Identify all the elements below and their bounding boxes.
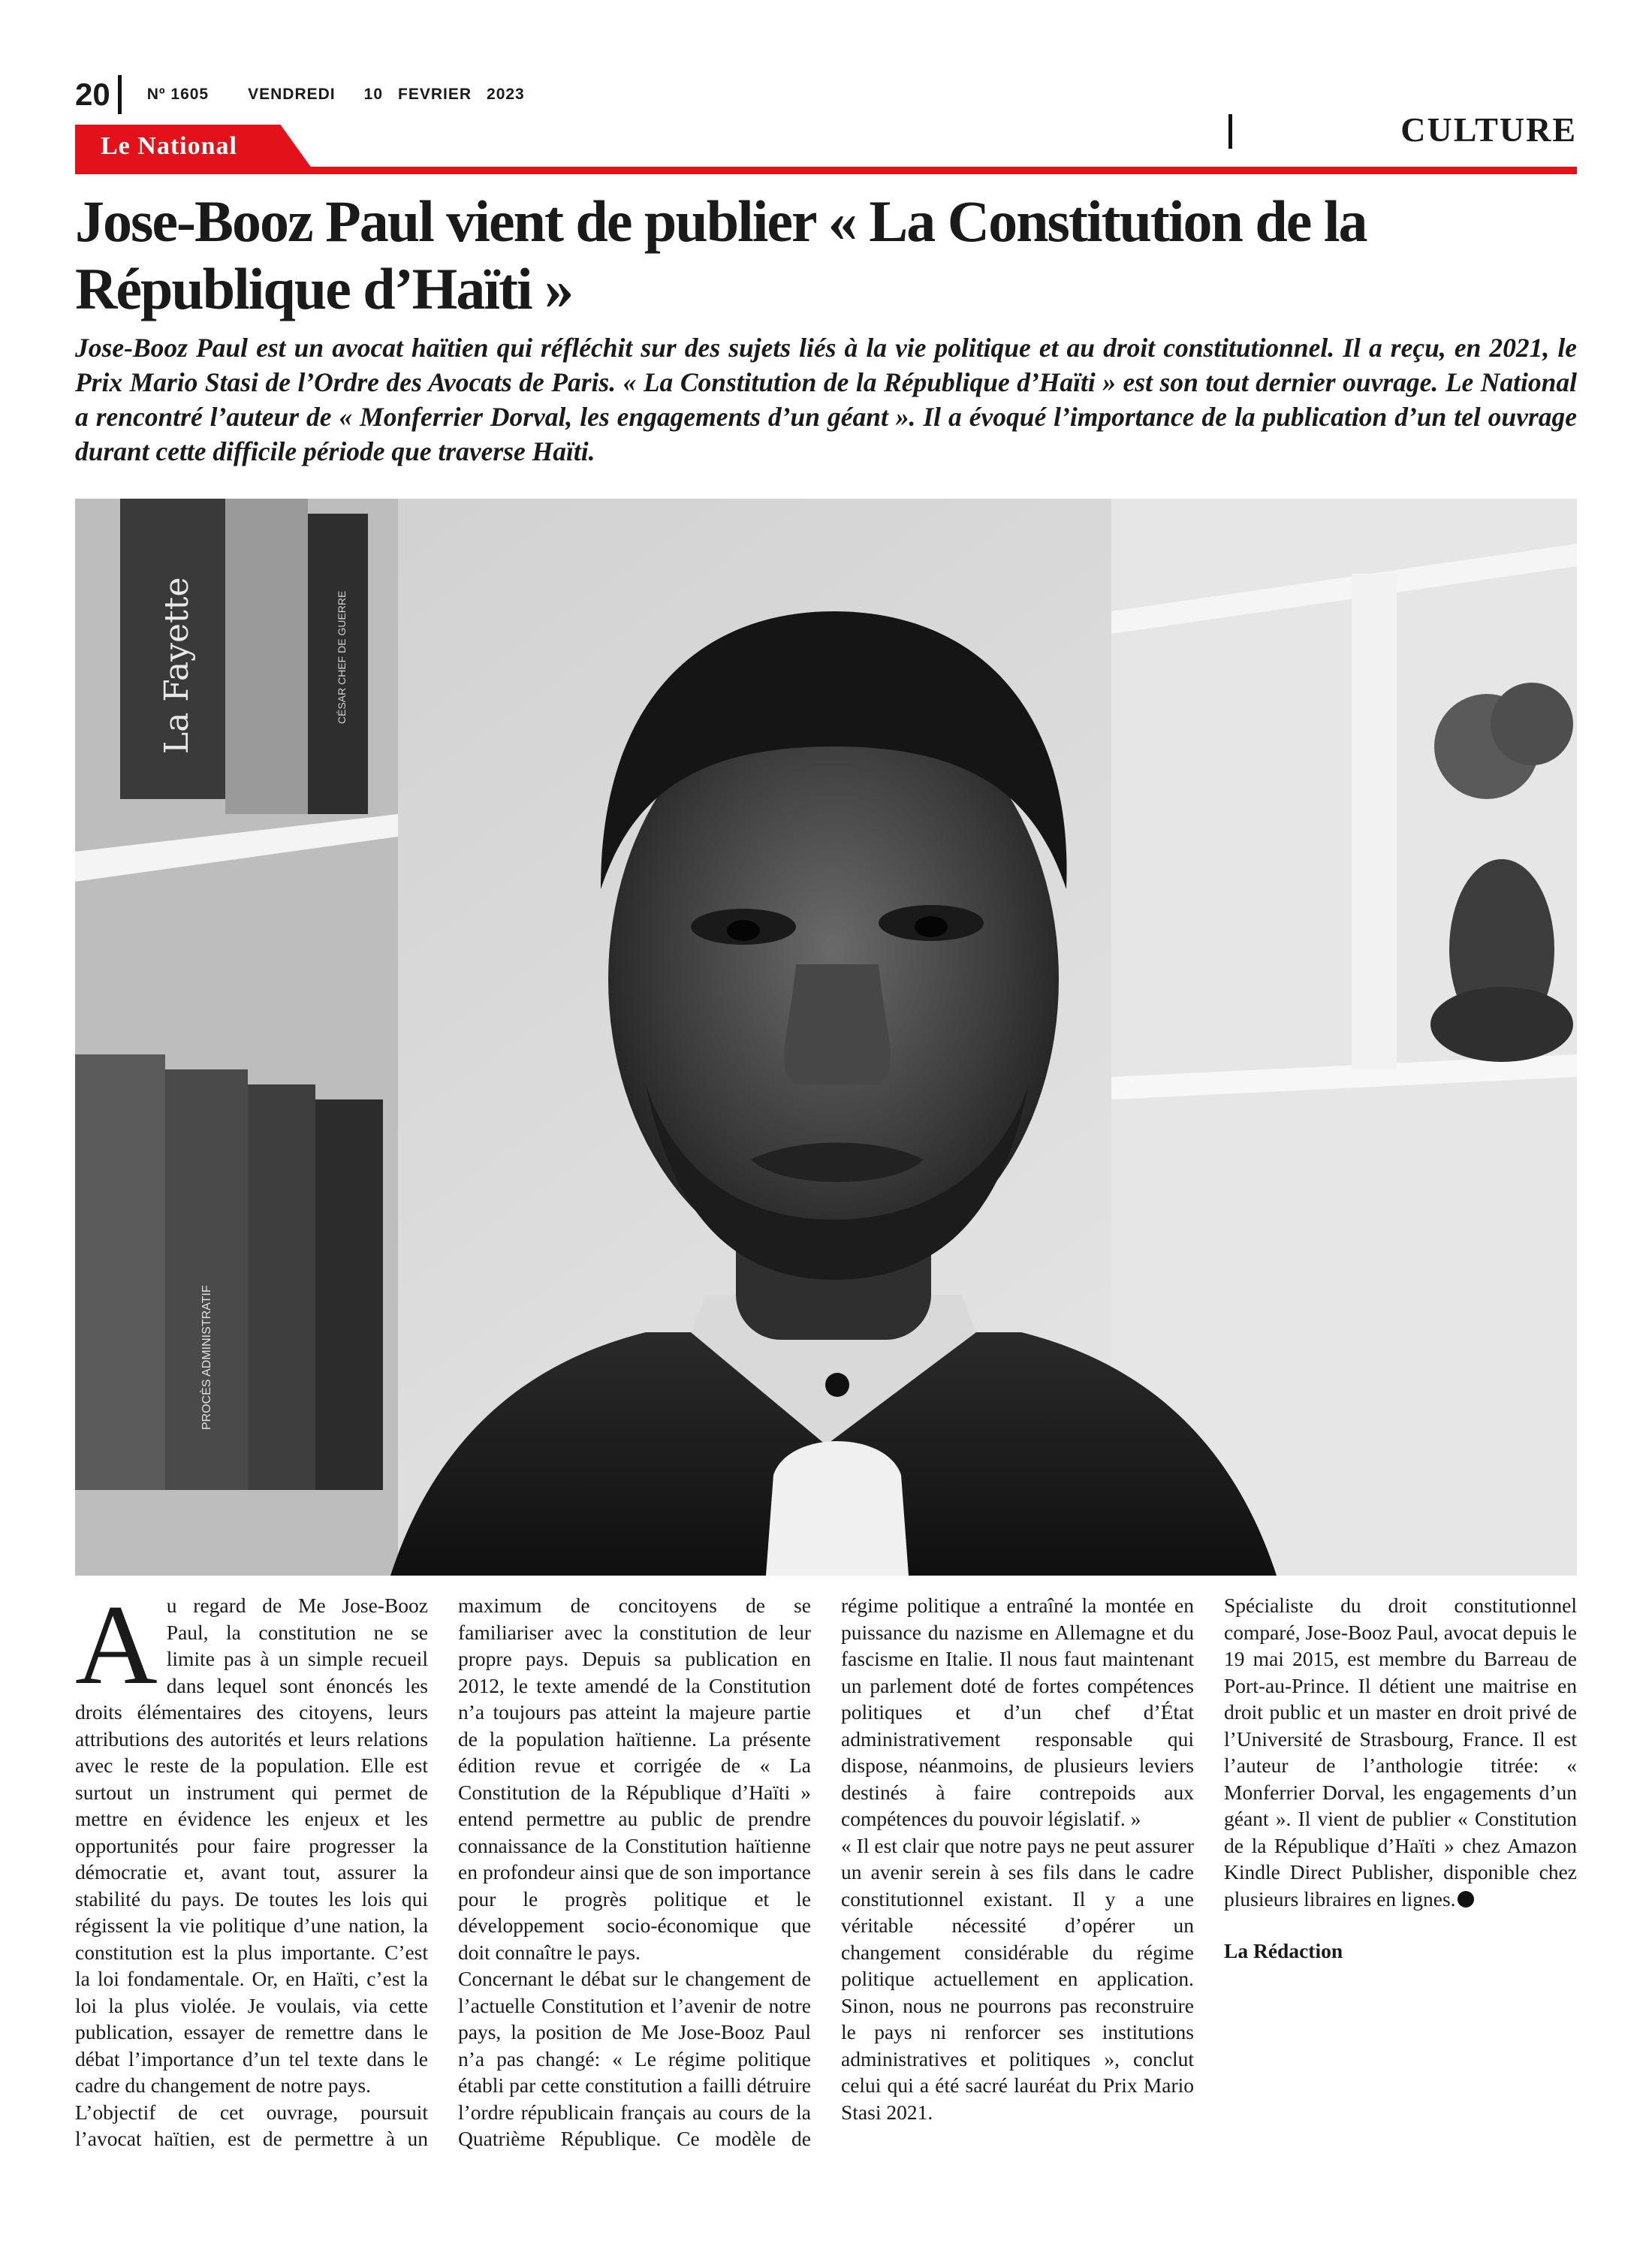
section-label: CULTURE <box>1400 110 1577 149</box>
book-spine-lafayette: La Fayette <box>158 577 196 754</box>
headline-line-1: Jose-Booz Paul vient de publier « La Constitution de la <box>75 189 1367 254</box>
paragraph-3: Concernant le débat sur le changement de l’actuelle Constitution et l’avenir de notre pays, la position de Me Jose-Booz Paul n’a pas changé: « Le régime politique établi par cette constitution a failli détruire l’ordre républicain français au cours de la Quatrième République. Ce modèle de régime politique a entraîné la montée en puissance du nazisme en Allemagne et du fascisme en Italie. Il nous faut maintenant un parlement doté de fortes compétences politiques et d’un chef d’État administrativement responsable qui dispose, néanmoins, de plusieurs leviers destinés à faire contrepoids aux compétences du pouvoir législatif. » <box>458 1594 1194 2150</box>
issue-month: FEVRIER <box>398 86 472 103</box>
paragraph-1 <box>75 1582 428 2099</box>
issue-number: Nº 1605 <box>146 86 210 103</box>
byline: La Rédaction <box>1224 1939 1343 1962</box>
headline-line-2: République d’Haïti » <box>75 256 573 321</box>
header-divider <box>118 75 122 114</box>
page-header <box>75 74 553 116</box>
paragraph-1-text: u regard de Me Jose-Booz Paul, la constitution ne se limite pas à un simple recueil dans lequel sont énoncés les droits élémentaires des citoyens, leurs attributions des autorités et leurs relations avec le reste de la population. Elle est surtout un instrument qui permet de mettre en évidence les enjeux et les opportunités pour faire progresser la démocratie et, avant tout, assurer la stabilité du pays. De toutes les lois qui régissent la vie politique d’une nation, la constitution est la plus importante. C’est la loi fondamentale. Or, en Haïti, c’est la loi la plus violée. Je voulais, via cette publication, essayer de remettre dans le débat l’importance d’un tel texte dans le cadre du changement de notre pays. <box>75 1594 428 2097</box>
paragraph-5-text: Spécialiste du droit constitutionnel comparé, Jose-Booz Paul, avocat depuis le 19 mai 2015, est membre du Barreau de Port-au-Prince. Il détient une maitrise en droit public et un master en droit privé de l’Université de Strasbourg, France. Il est l’auteur de l’anthologie titrée: « Monferrier Dorval, les engagements d’un géant ». Il vient de publier « Constitution de la République d’Haïti » chez Amazon Kindle Direct Publisher, disponible chez plusieurs libraires en lignes. <box>1224 1594 1577 1911</box>
article-body <box>75 1582 1577 2178</box>
author-photo <box>75 499 1577 1576</box>
drop-cap: A <box>75 1582 158 1708</box>
issue-day: 10 <box>363 86 383 103</box>
book-spine-proces: PROCÈS ADMINISTRATIF <box>200 1285 213 1430</box>
book-spine-cesar: CÉSAR CHEF DE GUERRE <box>336 590 348 724</box>
article-lede: Jose-Booz Paul est un avocat haïtien qui réfléchit sur des sujets liés à la vie politique et au droit constitutionnel. Il a reçu, en 2021, le Prix Mario Stasi de l’Ordre des Avocats de Paris. « La Constitution de la République d’Haïti » est son tout dernier ouvrage. Le National a rencontré l’auteur de « Monferrier Dorval, les engagements d’un géant ». Il a évoqué l’importance de la publication d’un tel ouvrage durant cette difficile période que traverse Haïti. <box>75 333 1577 466</box>
paragraph-4: « Il est clair que notre pays ne peut assurer un avenir serein à ses fils dans le cadre constitutionnel existant. Il y a une véritable nécessité d’opérer un changement considérable du régime politique actuellement en application. Sinon, nous ne pourrons pas reconstruire le pays ni renforcer ses institutions administratives et politiques », conclut celui qui a été sacré lauréat du Prix Mario Stasi 2021. <box>841 1833 1194 2124</box>
paragraph-2: L’objectif de cet ouvrage, poursuit l’avocat haïtien, est de permettre à un maximum de concitoyens de se familiariser avec la constitution de leur propre pays. Depuis sa publication en 2012, le texte amendé de la Constitution n’a toujours pas atteint la majeure partie de la population haïtienne. La présente édition revue et corrigée de « La Constitution de la République d’Haïti » entend permettre au public de prendre connaissance de la Constitution haïtienne en profondeur ainsi que de son importance pour le progrès politique et le développement socio-économique que doit connaître le pays. <box>75 1594 811 2150</box>
paragraph-5 <box>1224 1592 1577 1912</box>
section-divider <box>1228 114 1232 149</box>
issue-year: 2023 <box>487 86 525 103</box>
newspaper-brand: Le National <box>101 132 237 160</box>
article-headline <box>75 188 1577 323</box>
header-rule <box>75 167 1577 174</box>
issue-weekday: VENDREDI <box>248 86 336 103</box>
page-number: 20 <box>75 77 110 112</box>
end-mark-icon <box>1458 1891 1474 1908</box>
